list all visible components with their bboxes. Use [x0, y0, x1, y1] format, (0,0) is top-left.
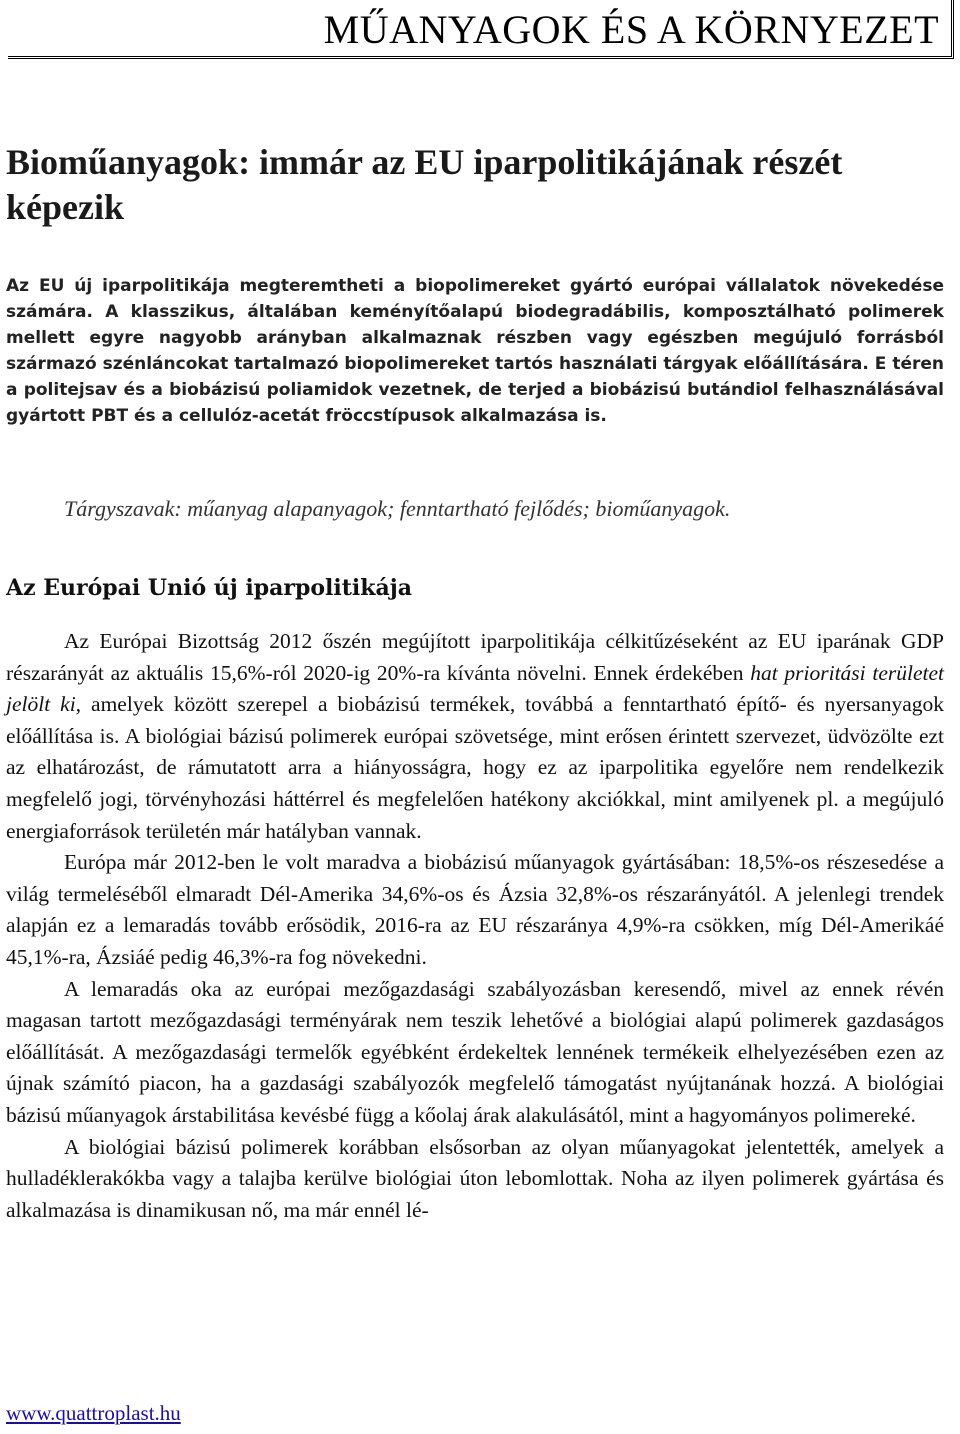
body-paragraph-4: A biológiai bázisú polimerek korábban elsősorban az olyan műanyagokat jelentették, amelyek a hulladéklerakókba vagy a talajba kerülve biológiai úton lebomlottak. Noha az ilyen polimerek gyártása és alkalmazása is dinamikusan nő, ma már ennél lé-: [6, 1134, 944, 1222]
page-header: [8, 0, 954, 59]
header-title: MŰANYAGOK ÉS A KÖRNYEZET: [323, 7, 939, 52]
body-paragraph-1: [6, 626, 944, 847]
article-title: Bioműanyagok: immár az EU iparpolitikájának részét képezik: [6, 142, 843, 227]
section-title: Az Európai Unió új iparpolitikája: [6, 575, 412, 601]
body-paragraph-2: Európa már 2012-ben le volt maradva a biobázisú műanyagok gyártásában: 18,5%-os részesedése a világ termeléséből elmaradt Dél-Amerika 34,6%-os és Ázsia 32,8%-os részarányától. A jelenlegi trendek alapján ez a lemaradás tovább erősödik, 2016-ra az EU részaránya 4,9%-ra csökken, míg Dél-Amerikáé 45,1%-ra, Ázsiáé pedig 46,3%-ra fog növekedni.: [6, 850, 944, 969]
paragraph-1-text-b: amelyek között szerepel a biobázisú termékek, továbbá a fenntartható építő- és nyersanyagok előállítása is. A biológiai bázisú polimerek európai szövetsége, mint erősen érintett szervezet, üdvözölte ezt az elhatározást, de rámutatott arra a hiányosságra, hogy ez az iparpolitika egyelőre nem rendelkezik megfelelő jogi, törvényhozási háttérrel és megfelelően hatékony akciókkal, mint amilyenek pl. a megújuló energiaforrások területén már hatályban vannak.: [6, 692, 944, 843]
paragraph-1-emphasis: hat prioritási területet jelölt ki,: [6, 660, 945, 717]
article-abstract: Az EU új iparpolitikája megteremtheti a biopolimereket gyártó európai vállalatok növekedése számára. A klasszikus, általában keményítőalapú biodegradábilis, komposztálható polimerek mellett egyre nagyobb arányban alkalmaznak részben vagy egészben megújuló forrásból származó szénláncokat tartalmazó biopolimereket tartós használati tárgyak előállítására. E téren a politejsav és a biobázisú poliamidok vezetnek, de terjed a biobázisú butándiol felhasználásával gyártott PBT és a cellulóz-acetát fröccstípusok alkalmazása is.: [6, 276, 944, 427]
paragraph-1-text-a: Az Európai Bizottság 2012 őszén megújított iparpolitikája célkitűzéseként az EU iparának GDP részarányát az aktuális 15,6%-ról 2020-ig 20%-ra kívánta növelni. Ennek érdekében: [6, 629, 944, 685]
body-paragraph-3: A lemaradás oka az európai mezőgazdasági szabályozásban keresendő, mivel az ennek révén magasan tartott mezőgazdasági terményárak nem teszik lehetővé a biológiai alapú polimerek gazdaságos előállítását. A mezőgazdasági termelők egyébként érdekeltek lennének termékeik elhelyezésében ezen az újnak számító piacon, ha a gazdasági szabályozók megfelelő támogatást nyújtanának hozzá. A biológiai bázisú műanyagok árstabilitása kevésbé függ a kőolaj árak alakulásától, mint a hagyományos polimereké.: [6, 976, 944, 1127]
keywords: Tárgyszavak: műanyag alapanyagok; fenntartható fejlődés; bioműanyagok.: [64, 496, 731, 521]
article-body: [6, 626, 944, 1226]
footer-website-link[interactable]: www.quattroplast.hu: [6, 1401, 181, 1425]
